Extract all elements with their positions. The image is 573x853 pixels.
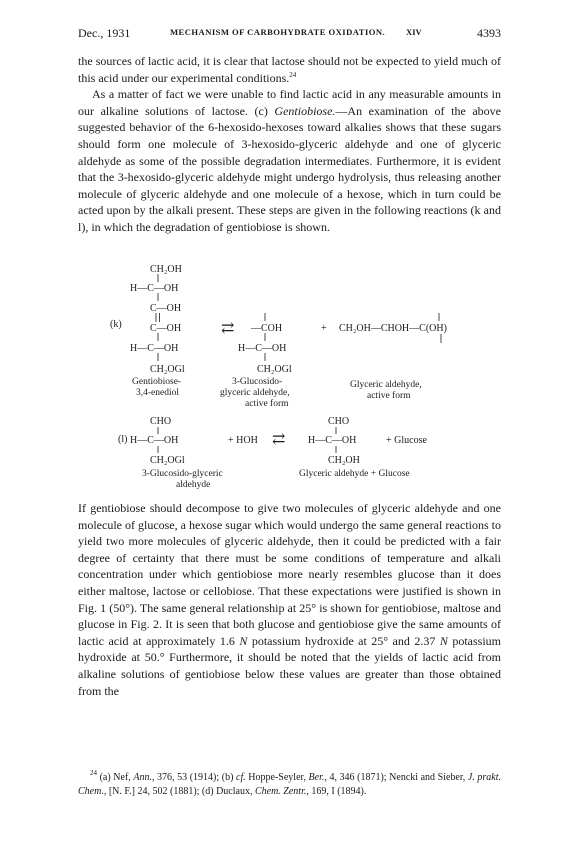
plus-hoh: + HOH [228, 435, 258, 446]
series-number: XIV [406, 27, 422, 37]
plus-sign-k: + [321, 323, 327, 334]
glucosido-row-3: CH₂OGl [257, 364, 292, 375]
enediol-row-6: CH₂OGl [150, 364, 185, 375]
enediol-row-1: CH₂OH [150, 264, 182, 275]
right-cho: CHO [328, 416, 350, 427]
equilibrium-arrow-l: ⇄ [272, 431, 286, 448]
body-text-bottom [78, 500, 501, 699]
caption-glucosido-3: active form [245, 399, 289, 409]
footnote-number: 24 [90, 769, 97, 777]
caption-glucosido-2: glyceric aldehyde, [220, 388, 290, 398]
enediol-row-4: C—OH [150, 323, 182, 334]
paragraph-gentiobiose: As a matter of fact we were unable to find lactic acid in any measurable amounts in our alkaline solutions of lactose. (c) Gentiobiose.—An examination of the above suggested behavior of the 6-hexosido-hexoses toward alkalies shows that these sugars should form one molecule of 3-hexosido-glyceric aldehyde and one of glyceric aldehyde as some of the possible degradation intermediates. Furthermore, it is evident that the 3-hexosido-glyceric aldehyde might undergo hydrolysis, thus releasing another molecule of glyceric aldehyde and one molecule of a hexose, which in turn could be acted upon by the alkali present. These steps are given in the following reactions (k and l), in which the degradation of gentiobiose is shown. [78, 87, 501, 234]
enediol-row-2: H—C—OH [130, 283, 179, 294]
left-ch2ogl: CH₂OGl [150, 455, 185, 466]
scheme-k-label: (k) [110, 319, 122, 330]
glucosido-row-2: H—C—OH [238, 343, 287, 354]
footnotes [78, 771, 501, 798]
glyceric-aldehyde-active: CH₂OH—CHOH—C(OH) [339, 323, 447, 334]
glucosido-row-1: —COH [251, 323, 283, 334]
caption-glyceric-2: active form [367, 391, 411, 401]
equilibrium-arrow-k: ⇄ [221, 320, 235, 337]
paragraph-predictions: If gentiobiose should decompose to give two molecules of glyceric aldehyde and one molecule of glucose, a hexose sugar which would undergo the same general reactions to yield two more molecules of glyceric aldehyde, then it could be predicted with a fair degree of certainty that there must be some conditions of temperature and alkali concentration under which gentiobiose more nearly resembles glucose than it does either maltose, lactose or cellobiose. That these expectations were justified is shown in Fig. 1 (50°). The same general relationship at 25° is shown for gentiobiose, maltose and glucose in Fig. 2. It is seen that both glucose and gentiobiose give the same amounts of lactic acid at approximately 1.6 N potassium hydroxide at 25° and 2.37 N potassium hydroxide at 50.° Furthermore, it should be noted that the yields of lactic acid from alkaline solutions of gentiobiose below these values are greater than those obtained from the [78, 501, 502, 698]
caption-enediol-1: Gentiobiose- [132, 377, 182, 387]
running-title: MECHANISM OF CARBOHYDRATE OXIDATION. [170, 27, 386, 37]
enediol-row-3: C—OH [150, 303, 182, 314]
scheme-k [110, 264, 447, 409]
caption-glyceric-1: Glyceric aldehyde, [350, 380, 422, 390]
right-ch2oh: CH₂OH [328, 455, 360, 466]
caption-l-left-1: 3-Glucosido-glyceric [142, 469, 223, 479]
page-number: 4393 [477, 26, 501, 40]
caption-glucosido-1: 3-Glucosido- [232, 377, 283, 387]
footnote-ref[interactable]: 24 [289, 70, 297, 79]
enediol-row-5: H—C—OH [130, 343, 179, 354]
caption-l-right: Glyceric aldehyde + Glucose [299, 469, 410, 479]
footnote-24: $^{24}$ (a) Nef, Ann., 376, 53 (1914); (b) cf. Hoppe-Seyler, Ber., 4, 346 (1871); Nencki and Sieber, J. prakt. Chem., [N. F.] 24, 502 (1881); (d) Duclaux, Chem. Zentr., 169, I (1894). [78, 769, 502, 797]
left-cho: CHO [150, 416, 172, 427]
scheme-l [118, 416, 427, 490]
caption-l-left-2: aldehyde [176, 480, 211, 490]
paragraph-lactose: the sources of lactic acid, it is clear that lactose should not be expected to yield much of this acid under our experimental conditions.$^{24}$ [78, 54, 501, 85]
right-hcoh: H—C—OH [308, 435, 357, 446]
caption-enediol-2: 3,4-enediol [136, 388, 180, 398]
left-hcoh: H—C—OH [130, 435, 179, 446]
issue-date: Dec., 1931 [78, 26, 131, 40]
plus-glucose: + Glucose [386, 435, 427, 446]
scheme-l-label: (l) [118, 434, 128, 445]
